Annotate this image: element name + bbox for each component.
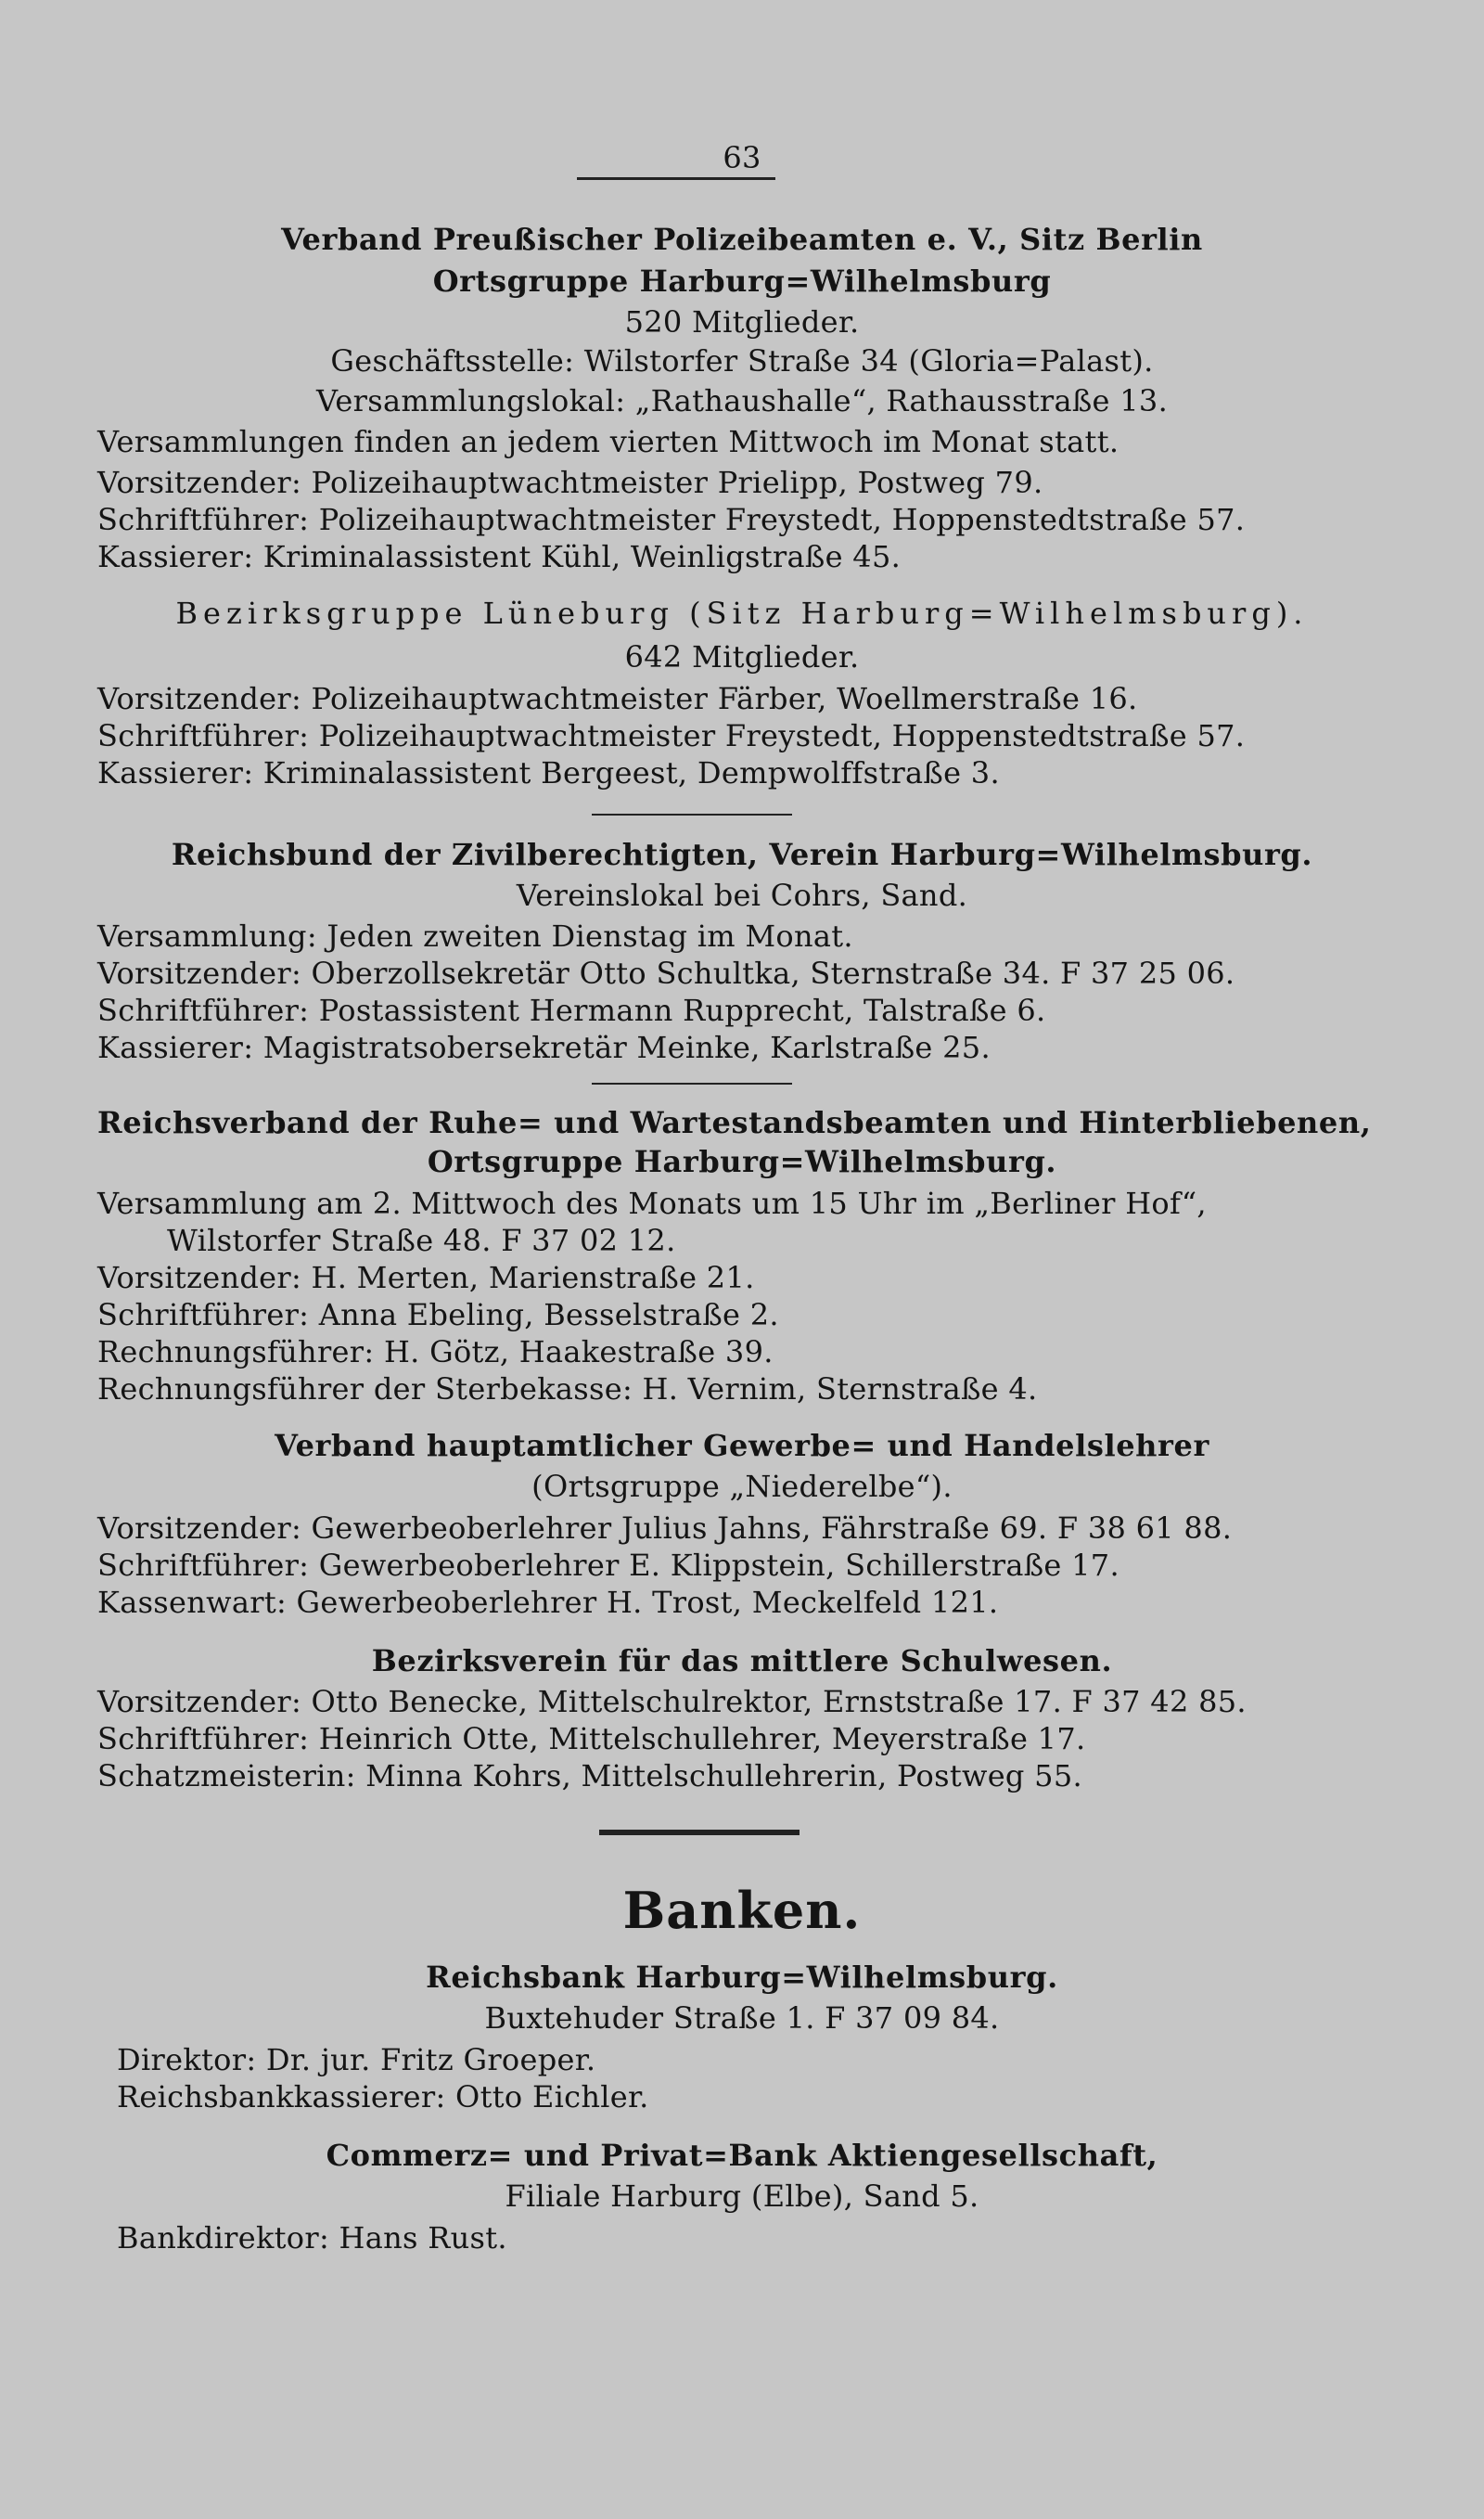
section2-chair: Vorsitzender: Oberzollsekretär Otto Schultka, Sternstraße 34. F 37 25 06. — [97, 956, 1235, 991]
district-members: 642 Mitglieder. — [624, 639, 860, 675]
section4-title: Verband hauptamtlicher Gewerbe= und Handelslehrer — [275, 1428, 1209, 1463]
section4-secretary: Schriftführer: Gewerbeoberlehrer E. Klippstein, Schillerstraße 17. — [97, 1548, 1119, 1583]
section1-secretary: Schriftführer: Polizeihauptwachtmeister Freystedt, Hoppenstedtstraße 57. — [97, 502, 1246, 537]
section1-treasurer: Kassierer: Kriminalassistent Kühl, Weinligstraße 45. — [97, 539, 902, 574]
district-chair: Vorsitzender: Polizeihauptwachtmeister Färber, Woellmerstraße 16. — [97, 681, 1138, 716]
section3-secretary: Schriftführer: Anna Ebeling, Besselstraße 2. — [97, 1297, 779, 1332]
section1-meetings: Versammlungen finden an jedem vierten Mittwoch im Monat statt. — [97, 424, 1119, 459]
section1-venue: Versammlungslokal: „Rathaushalle“, Rathausstraße 13. — [315, 383, 1169, 418]
page-number: 63 — [723, 140, 761, 175]
section5-title: Bezirksverein für das mittlere Schulwesen. — [371, 1643, 1113, 1678]
section3-subtitle: Ortsgruppe Harburg=Wilhelmsburg. — [427, 1144, 1057, 1179]
commerz-title: Commerz= und Privat=Bank Aktiengesellschaft, — [326, 2138, 1158, 2173]
banks-divider — [599, 1830, 800, 1835]
reichsbank-director: Direktor: Dr. jur. Fritz Groeper. — [117, 2042, 596, 2077]
section2-title: Reichsbund der Zivilberechtigten, Verein Harburg=Wilhelmsburg. — [171, 837, 1313, 872]
commerz-director: Bankdirektor: Hans Rust. — [117, 2220, 507, 2256]
section4-treasurer: Kassenwart: Gewerbeoberlehrer H. Trost, Meckelfeld 121. — [97, 1585, 999, 1620]
reichsbank-title: Reichsbank Harburg=Wilhelmsburg. — [426, 1960, 1058, 1995]
section1-members: 520 Mitglieder. — [624, 304, 860, 340]
section1-subtitle: Ortsgruppe Harburg=Wilhelmsburg — [432, 263, 1052, 299]
section3-chair: Vorsitzender: H. Merten, Marienstraße 21. — [97, 1260, 755, 1295]
district-secretary: Schriftführer: Polizeihauptwachtmeister Freystedt, Hoppenstedtstraße 57. — [97, 718, 1246, 753]
section2-meeting: Versammlung: Jeden zweiten Dienstag im Monat. — [97, 919, 853, 954]
section3-death-fund: Rechnungsführer der Sterbekasse: H. Vernim, Sternstraße 4. — [97, 1371, 1038, 1407]
section1-chair: Vorsitzender: Polizeihauptwachtmeister Prielipp, Postweg 79. — [97, 465, 1043, 500]
section5-chair: Vorsitzender: Otto Benecke, Mittelschulrektor, Ernststraße 17. F 37 42 85. — [97, 1684, 1247, 1719]
section-divider — [592, 814, 792, 816]
section4-subtitle: (Ortsgruppe „Niederelbe“). — [531, 1469, 953, 1504]
section1-title: Verband Preußischer Polizeibeamten e. V., Sitz Berlin — [281, 222, 1203, 257]
section2-venue: Vereinslokal bei Cohrs, Sand. — [516, 878, 968, 913]
district-title: Bezirksgruppe Lüneburg (Sitz Harburg=Wilhelmsburg). — [175, 596, 1309, 631]
section3-title: Reichsverband der Ruhe= und Wartestandsbeamten und Hinterbliebenen, — [97, 1105, 1372, 1140]
banks-heading: Banken. — [622, 1881, 862, 1940]
section3-meeting-line2: Wilstorfer Straße 48. F 37 02 12. — [167, 1223, 676, 1258]
reichsbank-address: Buxtehuder Straße 1. F 37 09 84. — [484, 2000, 1000, 2036]
commerz-branch: Filiale Harburg (Elbe), Sand 5. — [505, 2178, 979, 2214]
section2-treasurer: Kassierer: Magistratsobersekretär Meinke, Karlstraße 25. — [97, 1030, 991, 1065]
page-number-rule — [577, 177, 775, 180]
reichsbank-cashier: Reichsbankkassierer: Otto Eichler. — [117, 2079, 649, 2114]
section-divider — [592, 1083, 792, 1085]
section5-secretary: Schriftführer: Heinrich Otte, Mittelschullehrer, Meyerstraße 17. — [97, 1721, 1086, 1756]
section2-secretary: Schriftführer: Postassistent Hermann Rupprecht, Talstraße 6. — [97, 993, 1046, 1028]
section4-chair: Vorsitzender: Gewerbeoberlehrer Julius Jahns, Fährstraße 69. F 38 61 88. — [97, 1510, 1233, 1546]
section3-accountant: Rechnungsführer: H. Götz, Haakestraße 39. — [97, 1334, 774, 1369]
section3-meeting-line1: Versammlung am 2. Mittwoch des Monats um 15 Uhr im „Berliner Hof“, — [97, 1186, 1207, 1221]
section1-office: Geschäftsstelle: Wilstorfer Straße 34 (Gloria=Palast). — [330, 343, 1154, 379]
district-treasurer: Kassierer: Kriminalassistent Bergeest, Dempwolffstraße 3. — [97, 755, 1000, 790]
section5-treasurer: Schatzmeisterin: Minna Kohrs, Mittelschullehrerin, Postweg 55. — [97, 1758, 1082, 1793]
